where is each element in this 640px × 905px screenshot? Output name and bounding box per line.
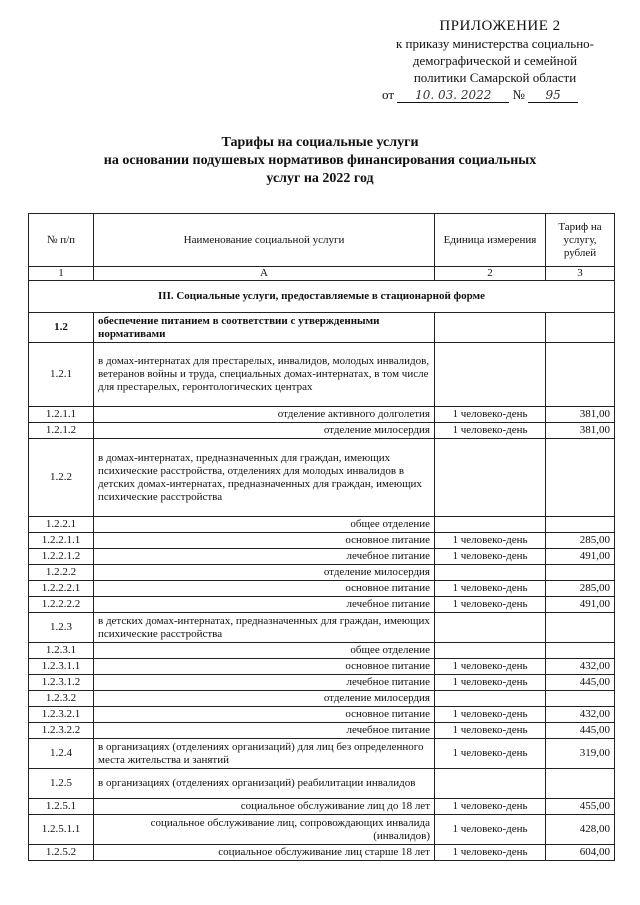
appendix-block (370, 18, 620, 103)
service-name: лечебное питание (94, 597, 435, 613)
table-row (29, 597, 615, 613)
service-name: в домах-интернатах, предназначенных для граждан, имеющих психические расстройства, отделениях для молодых инвалидов в детских домах-интернатах, предназначенных для граждан, имеющих психические расстройства (94, 439, 435, 517)
row-number: 1.2.2.1.1 (29, 533, 94, 549)
row-number: 1.2.2 (29, 439, 94, 517)
row-number: 1.2.2.2.2 (29, 597, 94, 613)
unit-cell: 1 человеко-день (435, 597, 546, 613)
price-cell (546, 313, 615, 343)
price-cell: 285,00 (546, 533, 615, 549)
row-number: 1.2.3.2 (29, 691, 94, 707)
section-row (29, 281, 615, 313)
index-cell: А (94, 267, 435, 281)
order-number: 95 (528, 88, 578, 103)
service-name: основное питание (94, 707, 435, 723)
row-number: 1.2.1 (29, 343, 94, 407)
appendix-title: ПРИЛОЖЕНИЕ 2 (439, 18, 561, 34)
row-number: 1.2.2.2 (29, 565, 94, 581)
unit-cell (435, 769, 546, 799)
unit-cell: 1 человеко-день (435, 423, 546, 439)
price-cell (546, 343, 615, 407)
header-cell: Наименование социальной услуги (94, 214, 435, 267)
unit-cell: 1 человеко-день (435, 659, 546, 675)
service-name: лечебное питание (94, 723, 435, 739)
service-name: социальное обслуживание лиц старше 18 лет (94, 845, 435, 861)
section-title: III. Социальные услуги, предоставляемые в стационарной форме (29, 281, 615, 313)
index-cell: 2 (435, 267, 546, 281)
unit-cell: 1 человеко-день (435, 549, 546, 565)
unit-cell: 1 человеко-день (435, 675, 546, 691)
row-number: 1.2.2.2.1 (29, 581, 94, 597)
table-row (29, 565, 615, 581)
document-title (60, 134, 580, 188)
row-number: 1.2 (29, 313, 94, 343)
service-name: отделение активного долголетия (94, 407, 435, 423)
row-number: 1.2.5.1 (29, 799, 94, 815)
index-cell: 1 (29, 267, 94, 281)
unit-cell: 1 человеко-день (435, 845, 546, 861)
row-number: 1.2.1.2 (29, 423, 94, 439)
service-name: социальное обслуживание лиц до 18 лет (94, 799, 435, 815)
service-name: отделение милосердия (94, 423, 435, 439)
row-number: 1.2.3.2.1 (29, 707, 94, 723)
unit-cell: 1 человеко-день (435, 739, 546, 769)
unit-cell (435, 565, 546, 581)
unit-cell: 1 человеко-день (435, 581, 546, 597)
service-name: в организациях (отделениях организаций) для лиц без определенного места жительства и занятий (94, 739, 435, 769)
service-name: основное питание (94, 659, 435, 675)
unit-cell: 1 человеко-день (435, 799, 546, 815)
unit-cell: 1 человеко-день (435, 533, 546, 549)
price-cell: 428,00 (546, 815, 615, 845)
appendix-line: политики Самарской области (413, 70, 577, 85)
price-cell: 432,00 (546, 659, 615, 675)
table-row (29, 613, 615, 643)
table-row (29, 675, 615, 691)
unit-cell: 1 человеко-день (435, 815, 546, 845)
price-cell: 285,00 (546, 581, 615, 597)
table-row (29, 691, 615, 707)
table-row (29, 533, 615, 549)
service-name: общее отделение (94, 643, 435, 659)
price-cell: 319,00 (546, 739, 615, 769)
order-date-number (382, 87, 620, 103)
price-cell: 445,00 (546, 675, 615, 691)
appendix-line: демографической и семейной (412, 53, 578, 68)
price-cell: 491,00 (546, 597, 615, 613)
service-name: отделение милосердия (94, 691, 435, 707)
title-line: услуг на 2022 год (266, 171, 374, 186)
table-row (29, 739, 615, 769)
header-cell: Единица измерения (435, 214, 546, 267)
row-number: 1.2.2.1.2 (29, 549, 94, 565)
unit-cell: 1 человеко-день (435, 407, 546, 423)
table-row (29, 549, 615, 565)
price-cell (546, 691, 615, 707)
unit-cell (435, 343, 546, 407)
price-cell (546, 439, 615, 517)
unit-cell (435, 439, 546, 517)
row-number: 1.2.1.1 (29, 407, 94, 423)
header-row (29, 214, 615, 267)
unit-cell: 1 человеко-день (435, 723, 546, 739)
table-row (29, 313, 615, 343)
price-cell: 445,00 (546, 723, 615, 739)
appendix-line: к приказу министерства социально- (395, 36, 594, 51)
service-name: обеспечение питанием в соответствии с утвержденными нормативами (94, 313, 435, 343)
table-row (29, 723, 615, 739)
service-name: общее отделение (94, 517, 435, 533)
header-cell: № п/п (29, 214, 94, 267)
service-name: лечебное питание (94, 549, 435, 565)
table-row (29, 799, 615, 815)
price-cell: 381,00 (546, 407, 615, 423)
row-number: 1.2.5 (29, 769, 94, 799)
table-row (29, 845, 615, 861)
tariff-table (28, 213, 615, 861)
unit-cell (435, 517, 546, 533)
service-name: в организациях (отделениях организаций) реабилитации инвалидов (94, 769, 435, 799)
row-number: 1.2.3 (29, 613, 94, 643)
row-number: 1.2.5.1.1 (29, 815, 94, 845)
unit-cell: 1 человеко-день (435, 707, 546, 723)
row-number: 1.2.3.1.2 (29, 675, 94, 691)
price-cell: 432,00 (546, 707, 615, 723)
service-name: лечебное питание (94, 675, 435, 691)
unit-cell (435, 691, 546, 707)
table-row (29, 643, 615, 659)
index-cell: 3 (546, 267, 615, 281)
order-date: 10. 03. 2022 (397, 88, 509, 103)
title-line: на основании подушевых нормативов финансирования социальных (103, 153, 537, 168)
row-number: 1.2.3.1.1 (29, 659, 94, 675)
row-number: 1.2.3.1 (29, 643, 94, 659)
title-line: Тарифы на социальные услуги (221, 135, 419, 150)
unit-cell (435, 643, 546, 659)
price-cell (546, 769, 615, 799)
unit-cell (435, 613, 546, 643)
price-cell: 455,00 (546, 799, 615, 815)
price-cell (546, 517, 615, 533)
header-cell: Тариф на услугу, рублей (546, 214, 615, 267)
table-row (29, 343, 615, 407)
table-row (29, 659, 615, 675)
price-cell: 381,00 (546, 423, 615, 439)
service-name: основное питание (94, 581, 435, 597)
price-cell: 604,00 (546, 845, 615, 861)
service-name: в детских домах-интернатах, предназначенных для граждан, имеющих психические расстройства (94, 613, 435, 643)
service-name: отделение милосердия (94, 565, 435, 581)
table-row (29, 581, 615, 597)
table-row (29, 815, 615, 845)
service-name: основное питание (94, 533, 435, 549)
unit-cell (435, 313, 546, 343)
price-cell (546, 565, 615, 581)
row-number: 1.2.2.1 (29, 517, 94, 533)
number-label: № (512, 87, 525, 102)
row-number: 1.2.3.2.2 (29, 723, 94, 739)
table-row (29, 769, 615, 799)
price-cell (546, 613, 615, 643)
table-row (29, 407, 615, 423)
service-name: в домах-интернатах для престарелых, инвалидов, молодых инвалидов, ветеранов войны и труда, специальных домах-интернатах, в том числе для престарелых, геронтологических центрах (94, 343, 435, 407)
table-row (29, 517, 615, 533)
price-cell (546, 643, 615, 659)
row-number: 1.2.4 (29, 739, 94, 769)
table-row (29, 707, 615, 723)
price-cell: 491,00 (546, 549, 615, 565)
table-row (29, 439, 615, 517)
service-name: социальное обслуживание лиц, сопровождающих инвалида (инвалидов) (94, 815, 435, 845)
index-row (29, 267, 615, 281)
table-row (29, 423, 615, 439)
from-label: от (382, 87, 395, 102)
row-number: 1.2.5.2 (29, 845, 94, 861)
